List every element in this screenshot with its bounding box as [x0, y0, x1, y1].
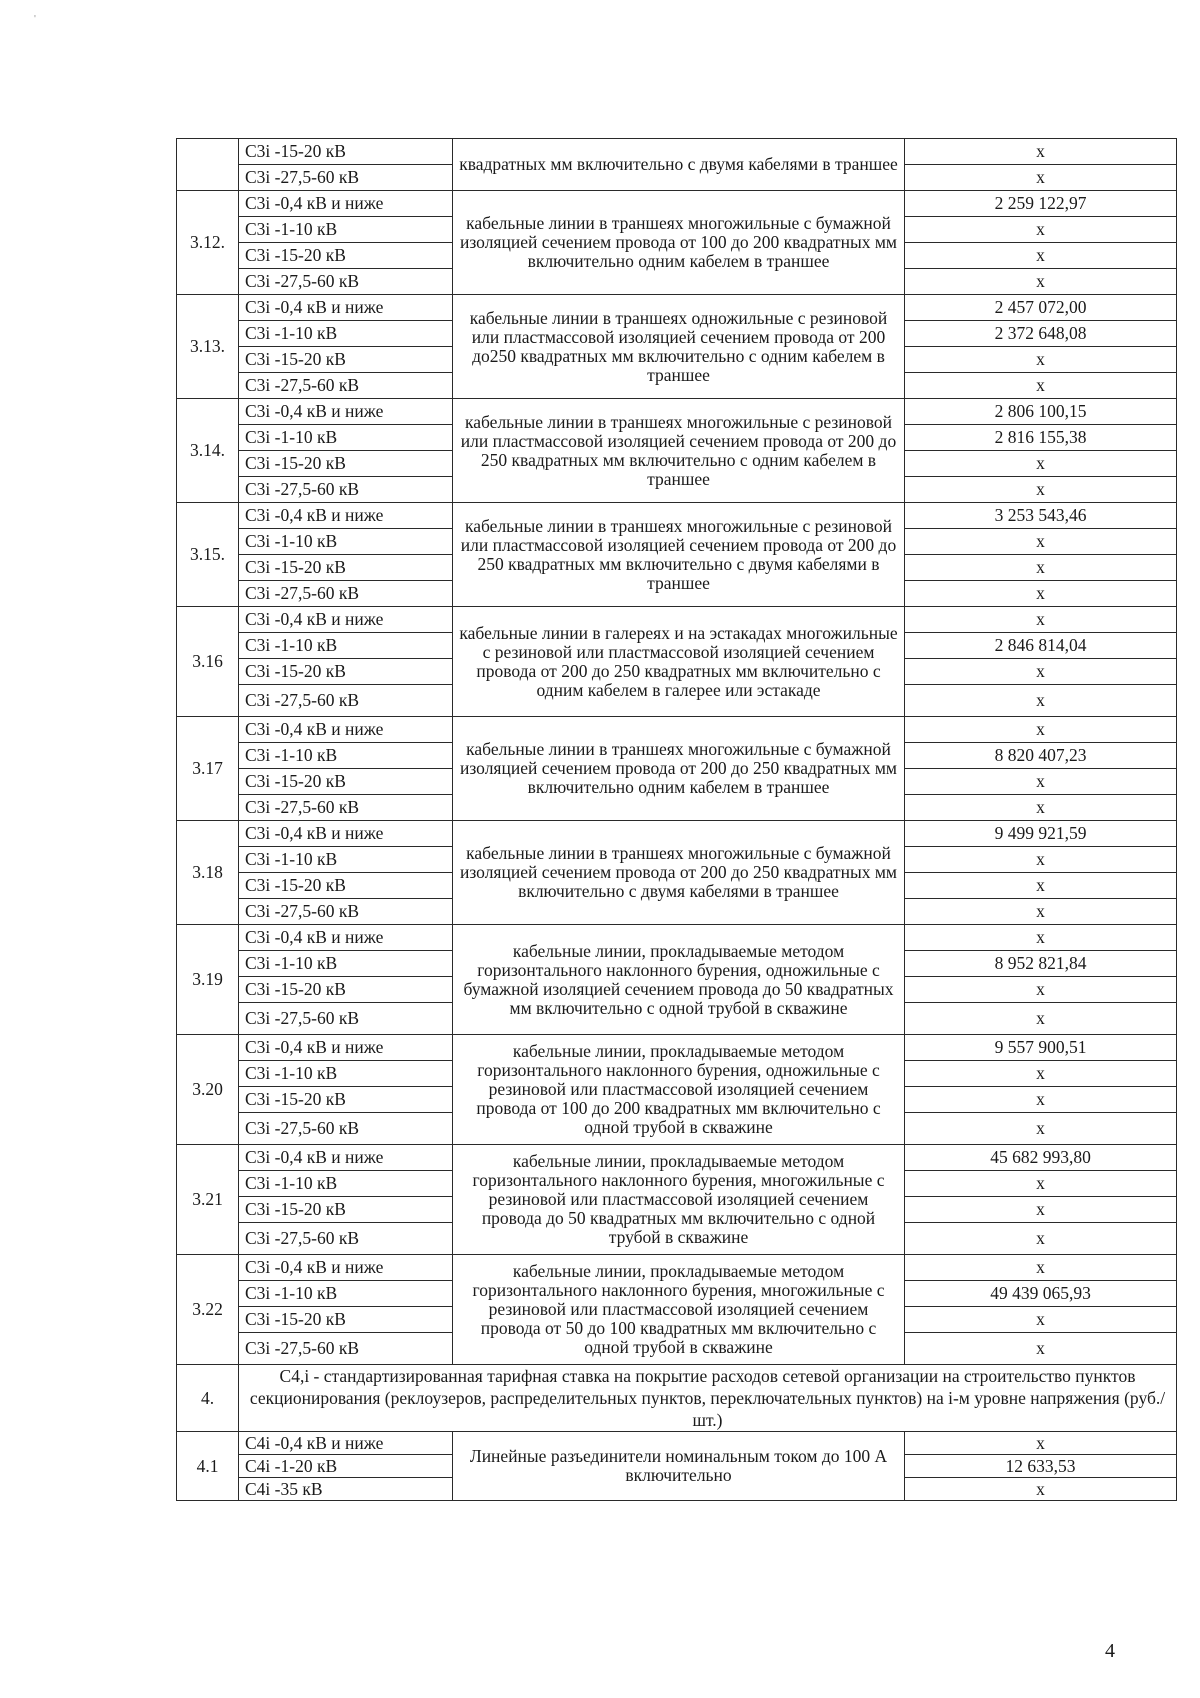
item-number: 3.21	[177, 1145, 239, 1255]
item-description: квадратных мм включительно с двумя кабелями в траншее	[453, 139, 905, 191]
item-number: 3.15.	[177, 503, 239, 607]
tariff-table-body	[177, 139, 1177, 1501]
rate-value: х	[905, 477, 1177, 503]
rate-value: 9 499 921,59	[905, 821, 1177, 847]
rate-code: С3i -27,5-60 кВ	[239, 1333, 453, 1365]
rate-value: х	[905, 581, 1177, 607]
rate-value: х	[905, 795, 1177, 821]
rate-value: х	[905, 529, 1177, 555]
item-description: Линейные разъединители номинальным током до 100 А включительно	[453, 1432, 905, 1501]
rate-code: С3i -0,4 кВ и ниже	[239, 295, 453, 321]
rate-code: С3i -0,4 кВ и ниже	[239, 191, 453, 217]
rate-value: х	[905, 769, 1177, 795]
rate-code: С3i -0,4 кВ и ниже	[239, 399, 453, 425]
rate-value: 49 439 065,93	[905, 1281, 1177, 1307]
rate-code: С3i -15-20 кВ	[239, 139, 453, 165]
rate-value: х	[905, 1087, 1177, 1113]
rate-value: 2 372 648,08	[905, 321, 1177, 347]
rate-code: С3i -27,5-60 кВ	[239, 685, 453, 717]
rate-code: С3i -27,5-60 кВ	[239, 1223, 453, 1255]
rate-value: х	[905, 555, 1177, 581]
rate-code: С3i -0,4 кВ и ниже	[239, 717, 453, 743]
rate-value: х	[905, 243, 1177, 269]
item-description: кабельные линии в траншеях одножильные с резиновой или пластмассовой изоляцией сечением провода от 200 до250 квадратных мм включительно с одним кабелем в траншее	[453, 295, 905, 399]
rate-value: х	[905, 977, 1177, 1003]
item-description: кабельные линии в траншеях многожильные с резиновой или пластмассовой изоляцией сечением провода от 200 до 250 квадратных мм включительно с одним кабелем в траншее	[453, 399, 905, 503]
rate-value: 2 457 072,00	[905, 295, 1177, 321]
rate-code: С3i -15-20 кВ	[239, 659, 453, 685]
item-number: 3.19	[177, 925, 239, 1035]
rate-value: х	[905, 899, 1177, 925]
rate-code: С3i -1-10 кВ	[239, 529, 453, 555]
rate-code: С3i -27,5-60 кВ	[239, 165, 453, 191]
item-number: 3.18	[177, 821, 239, 925]
rate-code: С3i -15-20 кВ	[239, 555, 453, 581]
rate-value: х	[905, 1003, 1177, 1035]
item-number: 4.1	[177, 1432, 239, 1501]
rate-code: С4i -35 кВ	[239, 1478, 453, 1501]
table-row	[177, 191, 1177, 217]
rate-code: С3i -15-20 кВ	[239, 873, 453, 899]
table-row	[177, 399, 1177, 425]
item-number: 3.14.	[177, 399, 239, 503]
rate-code: С3i -1-10 кВ	[239, 847, 453, 873]
rate-code: С3i -15-20 кВ	[239, 769, 453, 795]
rate-code: С3i -0,4 кВ и ниже	[239, 925, 453, 951]
item-description: кабельные линии, прокладываемые методом горизонтального наклонного бурения, одножильные с бумажной изоляцией сечением провода до 50 квадратных мм включительно с одной трубой в скважине	[453, 925, 905, 1035]
rate-value: х	[905, 1307, 1177, 1333]
rate-value: х	[905, 607, 1177, 633]
rate-code: С3i -15-20 кВ	[239, 347, 453, 373]
rate-code: С3i -15-20 кВ	[239, 1197, 453, 1223]
rate-code: С3i -27,5-60 кВ	[239, 1003, 453, 1035]
rate-value: х	[905, 1197, 1177, 1223]
rate-code: С3i -1-10 кВ	[239, 1281, 453, 1307]
rate-code: С3i -27,5-60 кВ	[239, 1113, 453, 1145]
table-row	[177, 717, 1177, 743]
rate-value: х	[905, 847, 1177, 873]
rate-value: 2 806 100,15	[905, 399, 1177, 425]
table-row	[177, 503, 1177, 529]
rate-code: С3i -15-20 кВ	[239, 977, 453, 1003]
tariff-table	[176, 138, 1177, 1501]
rate-code: С3i -15-20 кВ	[239, 1087, 453, 1113]
rate-code: С3i -1-10 кВ	[239, 1171, 453, 1197]
item-description: кабельные линии, прокладываемые методом горизонтального наклонного бурения, многожильные с резиновой или пластмассовой изоляцией сечением провода до 50 квадратных мм включительно с одной трубой в скважине	[453, 1145, 905, 1255]
rate-code: С3i -27,5-60 кВ	[239, 269, 453, 295]
rate-value: х	[905, 717, 1177, 743]
item-description: кабельные линии, прокладываемые методом горизонтального наклонного бурения, одножильные с резиновой или пластмассовой изоляцией сечением провода от 100 до 200 квадратных мм включительно с одной трубой в скважине	[453, 1035, 905, 1145]
rate-value: 2 259 122,97	[905, 191, 1177, 217]
page-number: 4	[1105, 1640, 1115, 1662]
item-description: кабельные линии в галереях и на эстакадах многожильные с резиновой или пластмассовой изоляцией сечением провода от 200 до 250 квадратных мм включительно с одним кабелем в галерее или эстакаде	[453, 607, 905, 717]
rate-code: С3i -0,4 кВ и ниже	[239, 1145, 453, 1171]
item-description: кабельные линии в траншеях многожильные с бумажной изоляцией сечением провода от 100 до 200 квадратных мм включительно одним кабелем в траншее	[453, 191, 905, 295]
rate-value: х	[905, 685, 1177, 717]
rate-value: х	[905, 1113, 1177, 1145]
rate-code: С4i -0,4 кВ и ниже	[239, 1432, 453, 1455]
rate-value: х	[905, 1223, 1177, 1255]
table-row	[177, 1432, 1177, 1455]
rate-code: С3i -27,5-60 кВ	[239, 899, 453, 925]
table-row	[177, 821, 1177, 847]
rate-value: 8 820 407,23	[905, 743, 1177, 769]
item-description: кабельные линии в траншеях многожильные с резиновой или пластмассовой изоляцией сечением провода от 200 до 250 квадратных мм включительно с двумя кабелями в траншее	[453, 503, 905, 607]
rate-code: С3i -1-10 кВ	[239, 633, 453, 659]
item-number: 3.20	[177, 1035, 239, 1145]
rate-value: х	[905, 1255, 1177, 1281]
rate-value: х	[905, 217, 1177, 243]
rate-value: х	[905, 269, 1177, 295]
rate-code: С3i -1-10 кВ	[239, 1061, 453, 1087]
rate-value: 2 846 814,04	[905, 633, 1177, 659]
rate-value: 3 253 543,46	[905, 503, 1177, 529]
section-description: С4,i - стандартизированная тарифная ставка на покрытие расходов сетевой организации на строительство пунктов секционирования (реклоузеров, распределительных пунктов, переключательных пунктов) на i-м уровне напряжения (руб./шт.)	[239, 1365, 1177, 1432]
rate-code: С3i -1-10 кВ	[239, 217, 453, 243]
table-row	[177, 1035, 1177, 1061]
table-row	[177, 1255, 1177, 1281]
rate-value: 8 952 821,84	[905, 951, 1177, 977]
rate-value: 2 816 155,38	[905, 425, 1177, 451]
rate-value: х	[905, 1171, 1177, 1197]
rate-code: С3i -0,4 кВ и ниже	[239, 503, 453, 529]
item-number: 3.12.	[177, 191, 239, 295]
item-description: кабельные линии, прокладываемые методом горизонтального наклонного бурения, многожильные с резиновой или пластмассовой изоляцией сечением провода от 50 до 100 квадратных мм включительно с одной трубой в скважине	[453, 1255, 905, 1365]
rate-code: С3i -15-20 кВ	[239, 243, 453, 269]
rate-code: С3i -27,5-60 кВ	[239, 581, 453, 607]
rate-value: х	[905, 925, 1177, 951]
rate-value: х	[905, 1478, 1177, 1501]
rate-value: х	[905, 373, 1177, 399]
rate-code: С3i -1-10 кВ	[239, 743, 453, 769]
table-row	[177, 925, 1177, 951]
rate-value: х	[905, 1061, 1177, 1087]
rate-value: х	[905, 139, 1177, 165]
margin-mark: '	[34, 14, 36, 25]
rate-code: С3i -27,5-60 кВ	[239, 373, 453, 399]
rate-value: 9 557 900,51	[905, 1035, 1177, 1061]
item-number: 3.16	[177, 607, 239, 717]
rate-code: С3i -15-20 кВ	[239, 451, 453, 477]
rate-value: х	[905, 873, 1177, 899]
item-number: 3.17	[177, 717, 239, 821]
table-row	[177, 295, 1177, 321]
rate-code: С3i -1-10 кВ	[239, 425, 453, 451]
rate-code: С3i -1-10 кВ	[239, 321, 453, 347]
rate-code: С3i -15-20 кВ	[239, 1307, 453, 1333]
rate-code: С3i -0,4 кВ и ниже	[239, 607, 453, 633]
rate-value: х	[905, 659, 1177, 685]
item-number	[177, 139, 239, 191]
table-row	[177, 139, 1177, 165]
rate-value: 12 633,53	[905, 1455, 1177, 1478]
rate-value: 45 682 993,80	[905, 1145, 1177, 1171]
section-header-row	[177, 1365, 1177, 1432]
rate-code: С3i -0,4 кВ и ниже	[239, 1255, 453, 1281]
rate-value: х	[905, 347, 1177, 373]
rate-code: С3i -1-10 кВ	[239, 951, 453, 977]
item-number: 3.13.	[177, 295, 239, 399]
table-row	[177, 1145, 1177, 1171]
item-description: кабельные линии в траншеях многожильные с бумажной изоляцией сечением провода от 200 до 250 квадратных мм включительно с двумя кабелями в траншее	[453, 821, 905, 925]
table-row	[177, 607, 1177, 633]
item-description: кабельные линии в траншеях многожильные с бумажной изоляцией сечением провода от 200 до 250 квадратных мм включительно одним кабелем в траншее	[453, 717, 905, 821]
rate-code: С4i -1-20 кВ	[239, 1455, 453, 1478]
rate-value: х	[905, 1333, 1177, 1365]
section-number: 4.	[177, 1365, 239, 1432]
rate-code: С3i -0,4 кВ и ниже	[239, 821, 453, 847]
rate-value: х	[905, 1432, 1177, 1455]
rate-value: х	[905, 165, 1177, 191]
rate-value: х	[905, 451, 1177, 477]
rate-code: С3i -27,5-60 кВ	[239, 477, 453, 503]
item-number: 3.22	[177, 1255, 239, 1365]
rate-code: С3i -0,4 кВ и ниже	[239, 1035, 453, 1061]
rate-code: С3i -27,5-60 кВ	[239, 795, 453, 821]
